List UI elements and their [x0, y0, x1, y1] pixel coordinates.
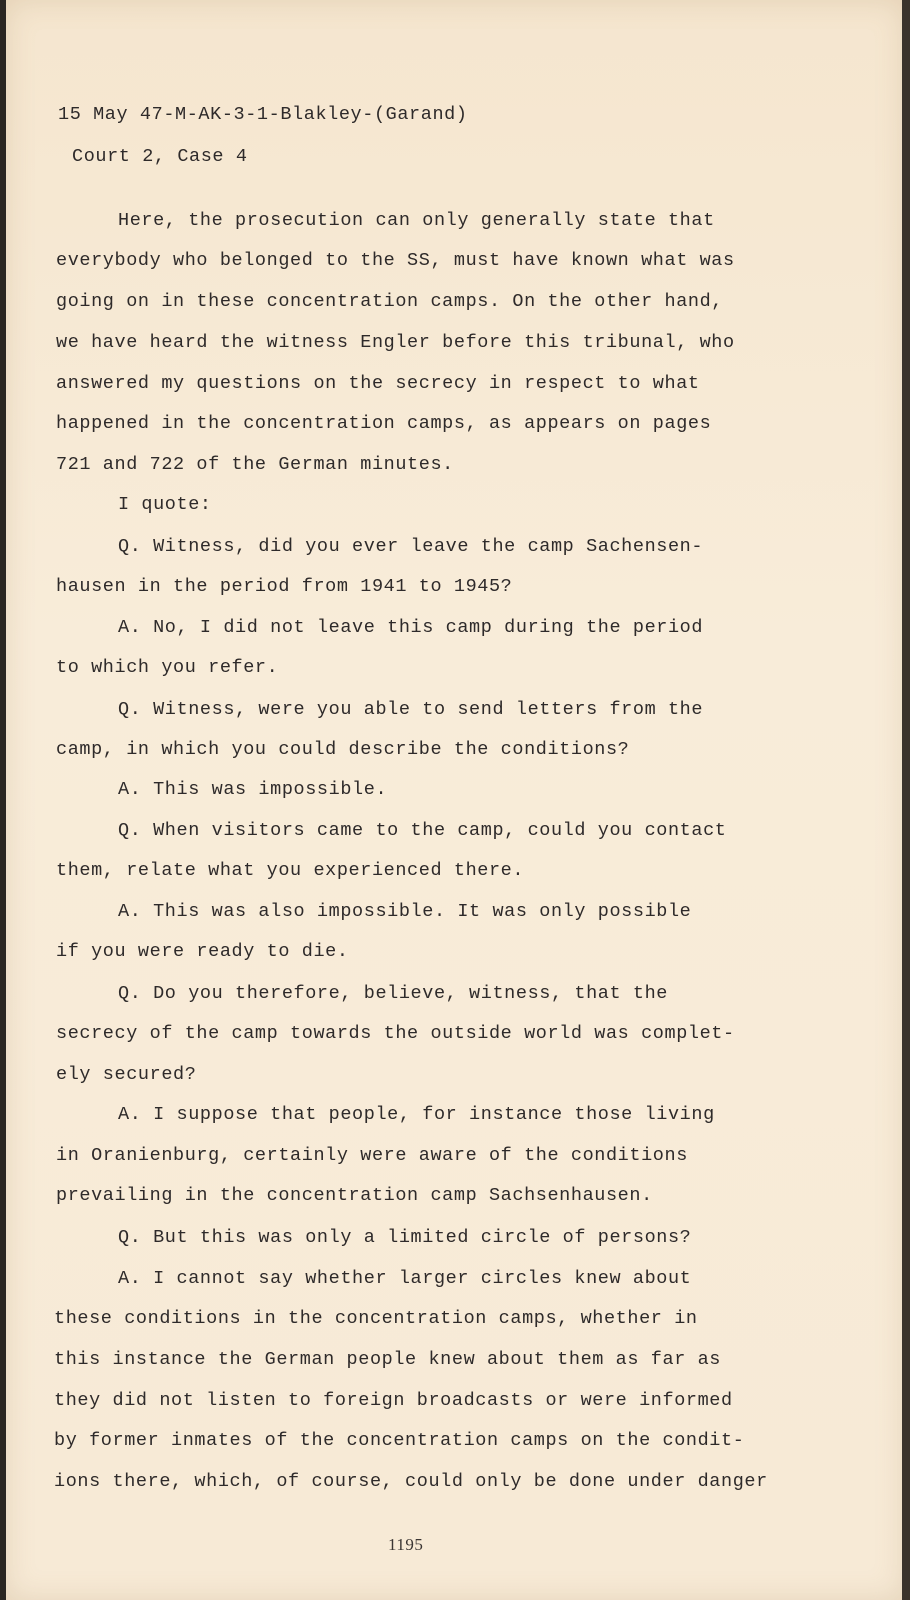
- body-line: if you were ready to die.: [56, 941, 349, 962]
- body-line: everybody who belonged to the SS, must have known what was: [56, 250, 735, 271]
- body-line: Q. But this was only a limited circle of persons?: [118, 1227, 692, 1248]
- body-line: by former inmates of the concentration camps on the condit-: [54, 1430, 745, 1451]
- body-line: answered my questions on the secrecy in respect to what: [56, 373, 700, 394]
- body-line: happened in the concentration camps, as appears on pages: [56, 413, 712, 434]
- body-line: ely secured?: [56, 1064, 197, 1085]
- body-line: we have heard the witness Engler before this tribunal, who: [56, 332, 735, 353]
- body-line: I quote:: [118, 494, 212, 515]
- body-line: these conditions in the concentration camps, whether in: [54, 1308, 698, 1329]
- body-line: A. No, I did not leave this camp during the period: [118, 617, 704, 638]
- body-line: them, relate what you experienced there.: [56, 860, 525, 881]
- body-line: they did not listen to foreign broadcasts or were informed: [54, 1390, 733, 1411]
- body-line: ions there, which, of course, could only be done under danger: [54, 1471, 768, 1492]
- body-line: camp, in which you could describe the conditions?: [56, 739, 630, 760]
- body-line: to which you refer.: [56, 657, 279, 678]
- page-number: 1195: [388, 1535, 424, 1554]
- body-line: this instance the German people knew about them as far as: [54, 1349, 722, 1370]
- body-line: A. This was impossible.: [118, 779, 388, 800]
- page-edge: [902, 0, 910, 1600]
- body-line: in Oranienburg, certainly were aware of the conditions: [56, 1145, 688, 1166]
- body-line: Q. Do you therefore, believe, witness, that the: [118, 983, 668, 1004]
- body-line: 721 and 722 of the German minutes.: [56, 454, 454, 475]
- body-line: going on in these concentration camps. On the other hand,: [56, 291, 724, 312]
- body-line: prevailing in the concentration camp Sachsenhausen.: [56, 1185, 653, 1206]
- body-line: Q. When visitors came to the camp, could you contact: [118, 820, 727, 841]
- body-line: A. I suppose that people, for instance those living: [118, 1104, 715, 1125]
- body-line: A. This was also impossible. It was only possible: [118, 901, 692, 922]
- body-line: hausen in the period from 1941 to 1945?: [56, 576, 513, 597]
- document-page: [6, 0, 904, 1600]
- body-line: Q. Witness, were you able to send letters from the: [118, 699, 704, 720]
- body-line: Here, the prosecution can only generally state that: [118, 210, 715, 231]
- header-court: Court 2, Case 4: [72, 146, 248, 167]
- header-reference: 15 May 47-M-AK-3-1-Blakley-(Garand): [58, 104, 468, 125]
- body-line: A. I cannot say whether larger circles knew about: [118, 1268, 692, 1289]
- body-line: Q. Witness, did you ever leave the camp Sachensen-: [118, 536, 704, 557]
- body-line: secrecy of the camp towards the outside world was complet-: [56, 1023, 735, 1044]
